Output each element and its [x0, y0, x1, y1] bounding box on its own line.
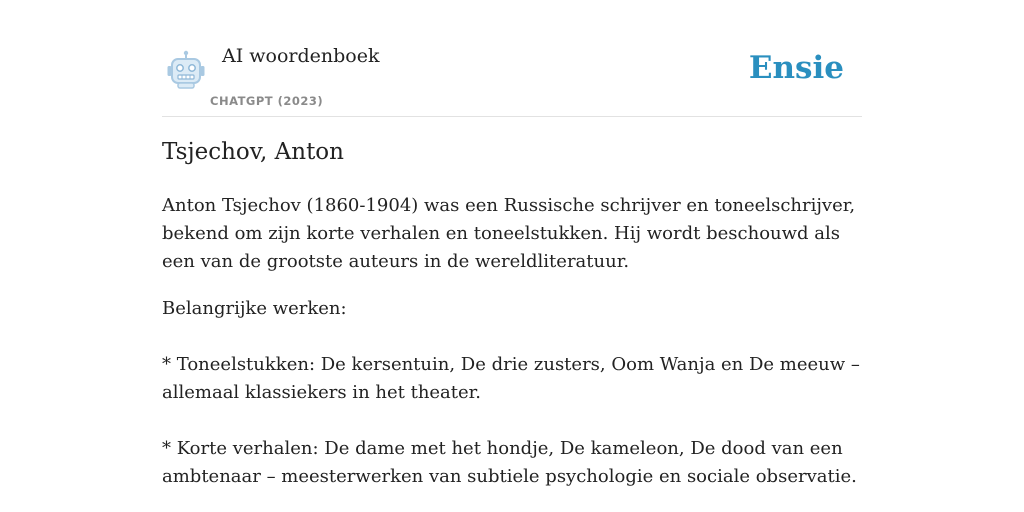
entry-content — [162, 192, 862, 491]
robot-icon — [166, 50, 206, 90]
brand-title[interactable]: AI woordenboek — [222, 45, 380, 67]
works-item: * Korte verhalen: De dame met het hondje, De kameleon, De dood van een ambtenaar – meesterwerken van subtiele psychologie en sociale observatie. — [162, 438, 857, 487]
ensie-logo[interactable]: Ensie — [748, 50, 844, 86]
entry-title: Tsjechov, Anton — [162, 139, 344, 165]
page — [162, 0, 862, 512]
works-heading: Belangrijke werken: — [162, 298, 347, 319]
header — [162, 0, 862, 117]
entry-intro: Anton Tsjechov (1860-1904) was een Russische schrijver en toneelschrijver, bekend om zijn korte verhalen en toneelstukken. Hij wordt beschouwd als een van de grootste auteurs in de wereldliteratuur. — [162, 195, 856, 272]
works-item: * Toneelstukken: De kersentuin, De drie zusters, Oom Wanja en De meeuw – allemaal klassiekers in het theater. — [162, 354, 860, 403]
brand-subtitle: CHATGPT (2023) — [210, 94, 324, 108]
